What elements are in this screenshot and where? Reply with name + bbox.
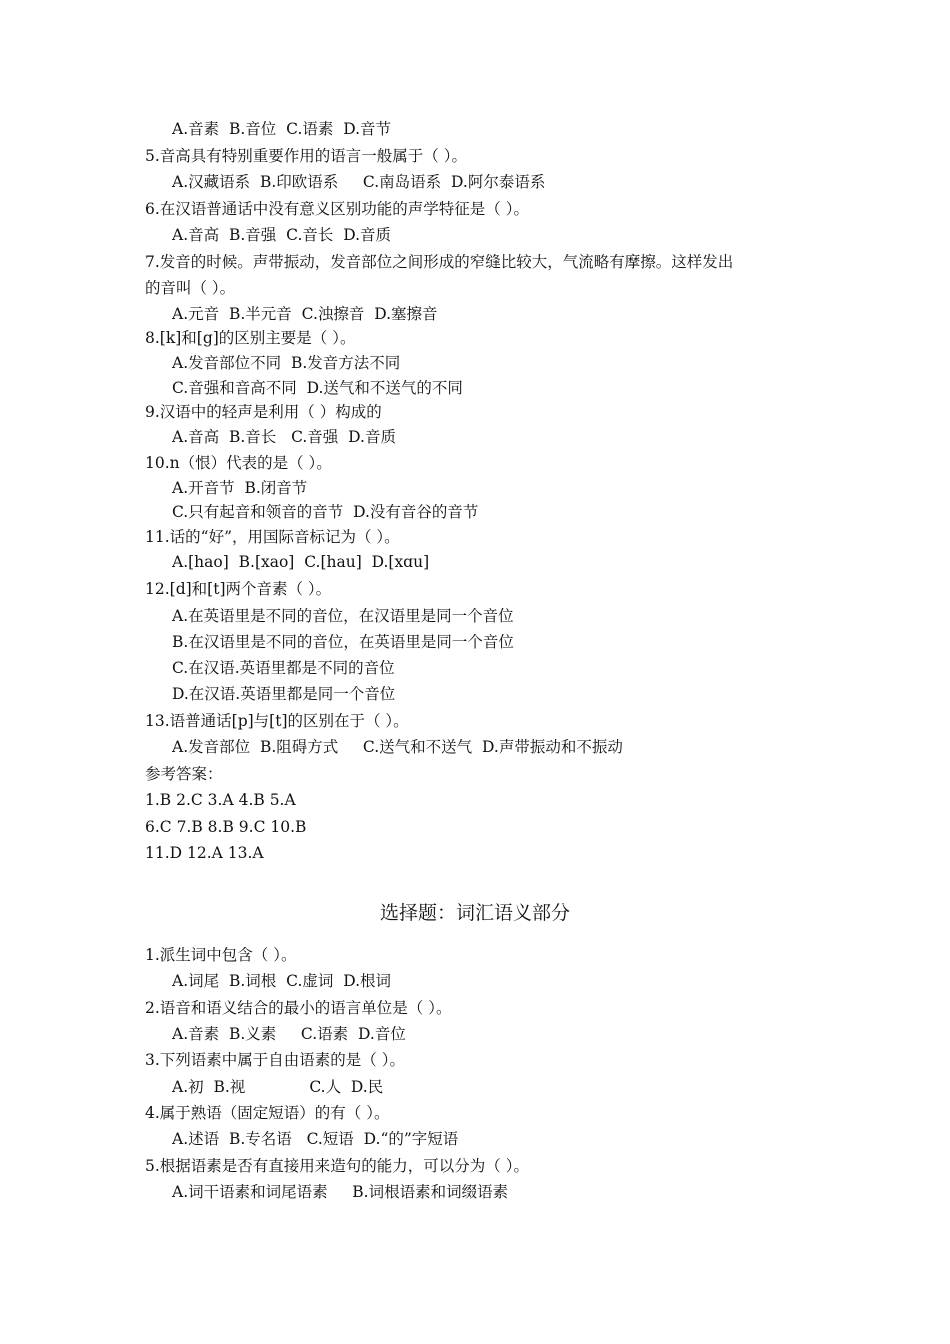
q12-option-c: C.在汉语.英语里都是不同的音位 [172, 659, 395, 677]
q13-options: A.发音部位 B.阻碍方式 C.送气和不送气 D.声带振动和不振动 [172, 738, 623, 756]
q8-text: 8.[k]和[g]的区别主要是（ ）。 [145, 329, 356, 347]
q7-options: A.元音 B.半元音 C.浊擦音 D.塞擦音 [172, 305, 438, 323]
q6-text: 6.在汉语普通话中没有意义区别功能的声学特征是（ ）。 [145, 200, 529, 218]
s2-q2-text: 2.语音和语义结合的最小的语言单位是（ ）。 [145, 999, 452, 1017]
q13-text: 13.语普通话[p]与[t]的区别在于（ ）。 [145, 712, 409, 730]
answers-line1: 1.B 2.C 3.A 4.B 5.A [145, 791, 296, 809]
s2-q5-options: A.词干语素和词尾语素 B.词根语素和词缀语素 [172, 1183, 509, 1201]
q11-options: A.[hao] B.[xao] C.[hau] D.[xɑu] [172, 553, 430, 571]
q4-options: A.音素 B.音位 C.语素 D.音节 [172, 120, 392, 138]
q12-option-b: B.在汉语里是不同的音位，在英语里是同一个音位 [172, 633, 514, 651]
q7-text-line1: 7.发音的时候。声带振动，发音部位之间形成的窄缝比较大，气流略有摩擦。这样发出 [145, 253, 734, 271]
section-title: 选择题：词汇语义部分 [379, 902, 570, 924]
q9-text: 9.汉语中的轻声是利用（ ）构成的 [145, 403, 382, 421]
s2-q4-text: 4.属于熟语（固定短语）的有（ ）。 [145, 1104, 390, 1122]
s2-q4-options: A.述语 B.专名语 C.短语 D.“的”字短语 [172, 1130, 459, 1148]
q12-text: 12.[d]和[t]两个音素（ ）。 [145, 580, 332, 598]
q9-options: A.音高 B.音长 C.音强 D.音质 [172, 428, 396, 446]
q12-option-d: D.在汉语.英语里都是同一个音位 [172, 685, 396, 703]
q12-option-a: A.在英语里是不同的音位，在汉语里是同一个音位 [172, 607, 514, 625]
s2-q5-text: 5.根据语素是否有直接用来造句的能力，可以分为（ ）。 [145, 1157, 529, 1175]
q6-options: A.音高 B.音强 C.音长 D.音质 [172, 226, 392, 244]
q5-text: 5.音高具有特别重要作用的语言一般属于（ ）。 [145, 147, 467, 165]
q11-text: 11.话的“好”，用国际音标记为（ ）。 [145, 528, 400, 546]
answers-line3: 11.D 12.A 13.A [145, 844, 264, 862]
q7-text-line2: 的音叫（ ）。 [145, 279, 236, 297]
s2-q1-text: 1.派生词中包含（ ）。 [145, 946, 297, 964]
q10-options-line1: A.开音节 B.闭音节 [172, 479, 308, 497]
q5-options: A.汉藏语系 B.印欧语系 C.南岛语系 D.阿尔泰语系 [172, 173, 546, 191]
answers-line2: 6.C 7.B 8.B 9.C 10.B [145, 818, 307, 836]
s2-q3-text: 3.下列语素中属于自由语素的是（ ）。 [145, 1051, 405, 1069]
q8-options-line1: A.发音部位不同 B.发音方法不同 [172, 354, 401, 372]
q8-options-line2: C.音强和音高不同 D.送气和不送气的不同 [172, 379, 463, 397]
s2-q2-options: A.音素 B.义素 C.语素 D.音位 [172, 1025, 406, 1043]
s2-q1-options: A.词尾 B.词根 C.虚词 D.根词 [172, 972, 392, 990]
q10-text: 10.n（恨）代表的是（ ）。 [145, 454, 332, 472]
s2-q3-options: A.初 B.视 C.人 D.民 [172, 1078, 384, 1096]
q10-options-line2: C.只有起音和领音的音节 D.没有音谷的音节 [172, 503, 479, 521]
answers-label: 参考答案： [145, 765, 223, 783]
